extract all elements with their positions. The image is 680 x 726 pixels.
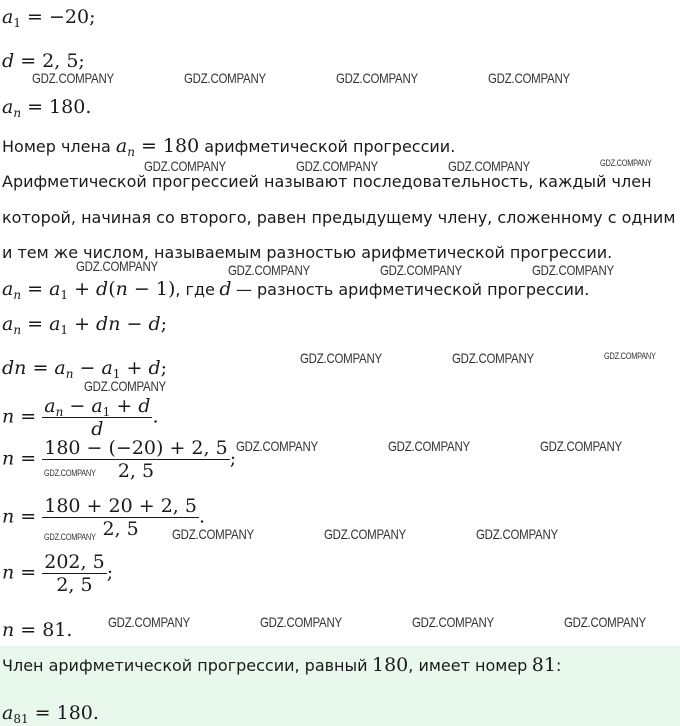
given-d: d = 2, 5; [2, 50, 85, 72]
watermark: GDZ.COMPANY [564, 614, 646, 630]
step-2: dn = $a_n - a_1 + d$; [2, 357, 168, 381]
watermark: GDZ.COMPANY [604, 351, 656, 361]
watermark: GDZ.COMPANY [228, 262, 310, 278]
step-1: $a_n = a_1$ + dn − d; [2, 313, 168, 337]
watermark: GDZ.COMPANY [476, 526, 558, 542]
answer-line: Член арифметической прогрессии, равный 180, имеет номер 81: [2, 654, 562, 676]
watermark: GDZ.COMPANY [184, 70, 266, 86]
watermark: GDZ.COMPANY [44, 532, 96, 542]
answer-final: $a_{81} = 180$. [2, 702, 99, 726]
watermark: GDZ.COMPANY [452, 350, 534, 366]
watermark: GDZ.COMPANY [172, 526, 254, 542]
formula-general: $a_n = a_1 + d(n - 1)$, где d — разность арифметической прогрессии. [2, 278, 590, 302]
watermark: GDZ.COMPANY [336, 70, 418, 86]
watermark: GDZ.COMPANY [380, 262, 462, 278]
watermark: GDZ.COMPANY [84, 378, 166, 394]
watermark: GDZ.COMPANY [296, 158, 378, 174]
step-result: n = 81. [2, 619, 73, 641]
definition-line-3: и тем же числом, называемым разностью арифметической прогрессии. [2, 243, 613, 262]
definition-line-1: Арифметической прогрессией называют последовательность, каждый член [2, 172, 652, 191]
watermark: GDZ.COMPANY [260, 614, 342, 630]
watermark: GDZ.COMPANY [412, 614, 494, 630]
watermark: GDZ.COMPANY [76, 258, 158, 274]
watermark: GDZ.COMPANY [540, 438, 622, 454]
given-a1: $a_1 = -20$; [2, 6, 96, 30]
step-5: n = $\frac{202, 5}{2, 5}$ ; [2, 551, 114, 596]
given-an: $a_n = 180$. [2, 96, 92, 120]
watermark: GDZ.COMPANY [236, 438, 318, 454]
watermark: GDZ.COMPANY [448, 158, 530, 174]
watermark: GDZ.COMPANY [32, 70, 114, 86]
step-4: n = $\frac{180 + 20 + 2, 5}{2, 5}$ . [2, 495, 205, 540]
watermark: GDZ.COMPANY [388, 438, 470, 454]
definition-line-2: которой, начиная со второго, равен предыдущему члену, сложенному с одним [2, 208, 676, 227]
watermark: GDZ.COMPANY [300, 350, 382, 366]
task-line: Номер члена $a_n = 180$ арифметической прогрессии. [2, 135, 456, 159]
step-3: n = $\frac{180 - (-20) + 2, 5}{2, 5}$ ; [2, 437, 237, 482]
watermark: GDZ.COMPANY [324, 526, 406, 542]
watermark: GDZ.COMPANY [600, 158, 652, 168]
watermark: GDZ.COMPANY [488, 70, 570, 86]
watermark: GDZ.COMPANY [108, 614, 190, 630]
watermark: GDZ.COMPANY [532, 262, 614, 278]
step-fraction-symbolic: n = $\frac{a_n - a_1 + d}{d}$ . [2, 395, 159, 440]
watermark: GDZ.COMPANY [44, 468, 96, 478]
watermark: GDZ.COMPANY [144, 158, 226, 174]
